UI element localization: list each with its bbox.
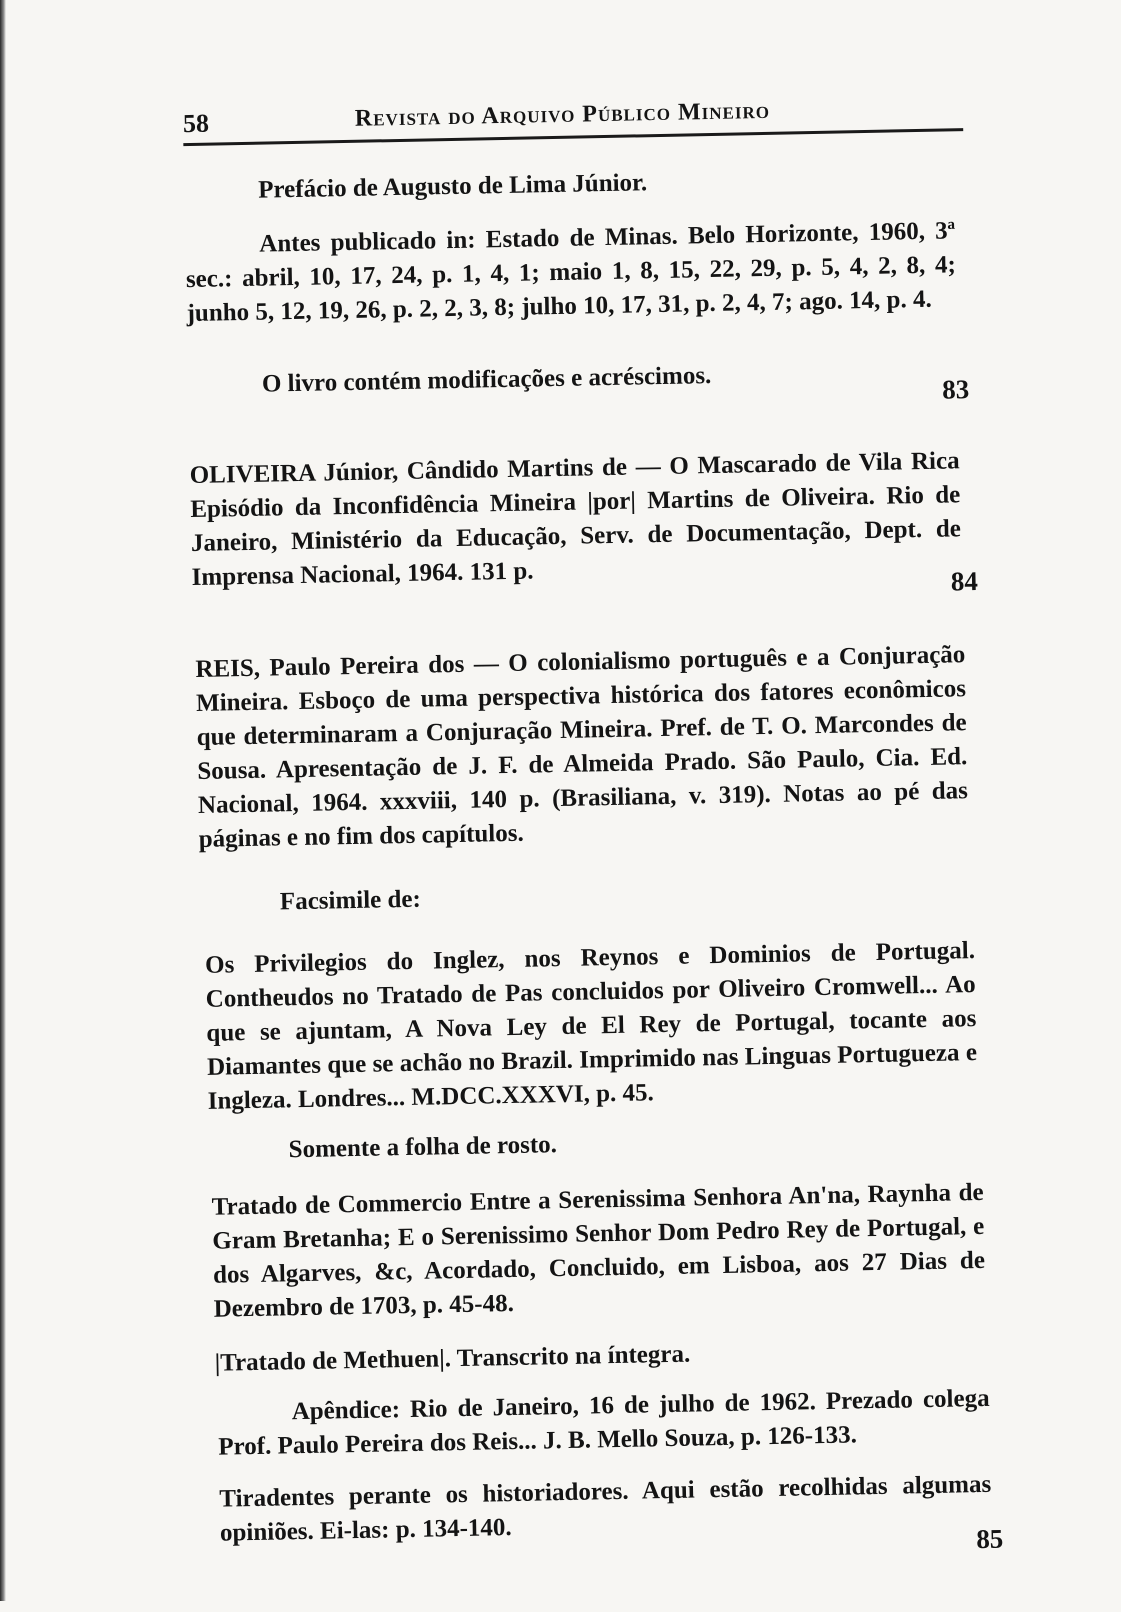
privilegios-paragraph: Os Privilegios do Inglez, nos Reynos e Dominios de Portugal. Contheudos no Tratado de Pas concluidos por Oliveiro Cromwell... Ao que se ajuntam, A Nova Ley de El Rey de Portugal, tocante aos Diamantes que se achão no Brazil. Imprimido nas Linguas Portugueza e Ingleza. Londres... M.DCC.XXXVI, p. 45. [204, 937, 978, 1115]
tratado-paragraph: Tratado de Commercio Entre a Serenissima Senhora An'na, Raynha de Gram Bretanha; E o Serenissimo Senhor Dom Pedro Rey de Portugal, e dos Algarves, &c, Acordado, Concluido, em Lisboa, aos 27 Dias de Dezembro de 1703, p. 45-48. [211, 1178, 986, 1323]
page-header [183, 88, 964, 146]
published-paragraph: Antes publicado in: Estado de Minas. Belo Horizonte, 1960, 3ª sec.: abril, 10, 17, 24, p. 1, 4, 1; maio 1, 8, 15, 22, 29, p. 5, 4, 2, 8, 4; junho 5, 12, 19, 26, p. 2, 2, 3, 8; julho 10, 17, 31, p. 2, 4, 7; ago. 14, p. 4. [185, 217, 957, 328]
journal-title: Revista do Arquivo Público Mineiro [354, 97, 771, 132]
somente-line: Somente a folha de rosto. [288, 1131, 558, 1164]
entry-oliveira: OLIVEIRA Júnior, Cândido Martins de — O Mascarado de Vila Rica Episódio da Inconfidência Mineira |por| Martins de Oliveira. Rio de Janeiro, Ministério da Educação, Serv. de Documentação, Dept. de Imprensa Nacional, 1964. 131 p. [189, 447, 962, 592]
modifications-line: O livro contém modificações e acréscimos. [261, 362, 712, 398]
entry-number-83: 83 [941, 374, 970, 405]
page-number: 58 [182, 108, 210, 139]
apendice-paragraph: Apêndice: Rio de Janeiro, 16 de julho de 1962. Prezado colega Prof. Paulo Pereira dos Reis... J. B. Mello Souza, p. 126-133. [218, 1384, 990, 1461]
entry-reis: REIS, Paulo Pereira dos — O colonialismo português e a Conjuração Mineira. Esboço de uma perspectiva histórica dos fatores econômicos que determinaram a Conjuração Mineira. Pref. de T. O. Marcondes de Sousa. Apresentação de J. F. de Almeida Prado. São Paulo, Cia. Ed. Nacional, 1964. xxxviii, 140 p. (Brasiliana, v. 319). Notas ao pé das páginas e no fim dos capítulos. [195, 641, 969, 853]
preface-line: Prefácio de Augusto de Lima Júnior. [257, 169, 648, 204]
tiradentes-paragraph: Tiradentes perante os historiadores. Aqui estão recolhidas algumas opiniões. Ei-las: p. 134-140. [219, 1470, 992, 1547]
entry-number-85: 85 [975, 1523, 1004, 1555]
methuen-line: |Tratado de Methuen|. Transcrito na íntegra. [214, 1340, 691, 1377]
facsimile-label: Facsimile de: [279, 885, 422, 916]
entry-number-84: 84 [950, 565, 979, 597]
